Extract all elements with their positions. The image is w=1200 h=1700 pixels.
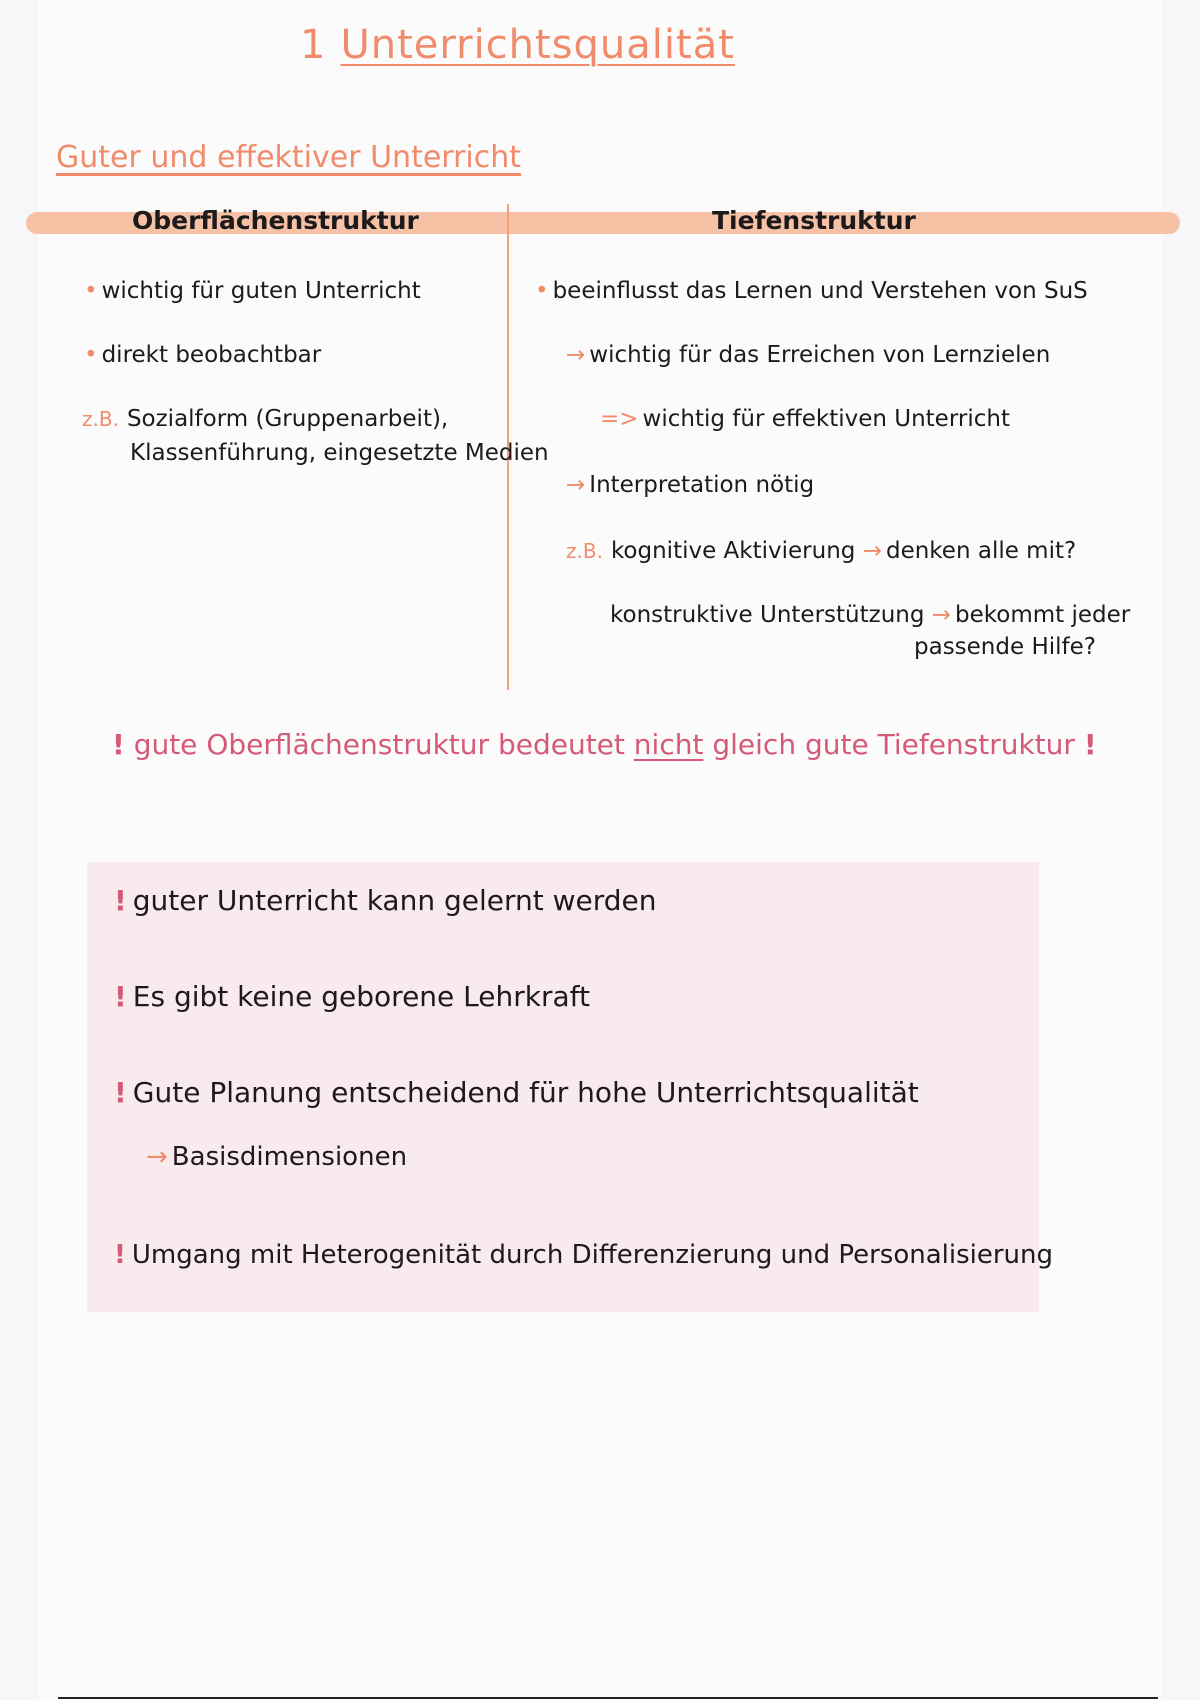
callout-item-4	[114, 1240, 1053, 1270]
right-sub-2-text: Interpretation nötig	[589, 472, 815, 498]
right-sub-1	[566, 342, 1050, 368]
callout-sub-item	[146, 1142, 407, 1172]
footer-rule	[58, 1697, 1158, 1699]
section-subtitle: Guter und effektiver Unterricht	[56, 140, 522, 175]
notebook-page	[38, 0, 1162, 1700]
right-item-1	[535, 278, 1088, 304]
warning-emphasis: nicht	[633, 728, 704, 761]
arrow-right-icon: →	[146, 1142, 168, 1172]
left-item-2-text: direkt beobachtbar	[101, 342, 322, 368]
callout-item-1	[114, 884, 657, 917]
right-example-1-term: kognitive Aktivierung	[610, 538, 856, 564]
callout-item-4-text: Umgang mit Heterogenität durch Differenzierung und Personalisierung	[131, 1240, 1054, 1270]
bullet-icon: •	[84, 342, 98, 368]
callout-item-3	[114, 1076, 919, 1109]
callout-item-1-text: guter Unterricht kann gelernt werden	[132, 884, 657, 917]
title-text: Unterrichtsqualität	[340, 22, 735, 68]
callout-item-3-text: Gute Planung entscheidend für hohe Unterrichtsqualität	[132, 1076, 919, 1109]
arrow-right-icon: →	[566, 472, 586, 498]
callout-item-2	[114, 980, 590, 1013]
right-example-2	[610, 602, 1130, 628]
title-number: 1	[300, 22, 327, 68]
right-sub-2	[566, 472, 814, 498]
warning-part2: gleich gute Tiefenstruktur	[712, 728, 1075, 761]
left-item-1-text: wichtig für guten Unterricht	[101, 278, 421, 304]
right-example-1-question: denken alle mit?	[885, 538, 1077, 564]
bullet-icon: •	[84, 278, 98, 304]
left-example-line1: Sozialform (Gruppenarbeit),	[126, 406, 449, 432]
callout-sub-item-text: Basisdimensionen	[171, 1142, 408, 1172]
warning-note	[112, 728, 1097, 761]
exclamation-icon: !	[114, 884, 127, 917]
example-prefix: z.B.	[566, 539, 603, 563]
right-example-2-question-2: passende Hilfe?	[914, 634, 1096, 660]
callout-item-2-text: Es gibt keine geborene Lehrkraft	[132, 980, 590, 1013]
right-column-heading: Tiefenstruktur	[712, 206, 916, 235]
left-example	[82, 406, 448, 432]
right-item-1-text: beeinflusst das Lernen und Verstehen von SuS	[552, 278, 1088, 304]
right-sub-1b-text: wichtig für effektiven Unterricht	[642, 406, 1010, 432]
exclamation-icon: !	[114, 1076, 127, 1109]
example-prefix: z.B.	[82, 407, 119, 431]
arrow-right-icon: →	[566, 342, 586, 368]
right-example-2-term: konstruktive Unterstützung	[610, 602, 925, 628]
exclamation-icon: !	[1083, 728, 1097, 761]
arrow-right-icon: →	[931, 602, 952, 628]
exclamation-icon: !	[114, 980, 127, 1013]
right-sub-1b	[600, 406, 1010, 432]
warning-part1: gute Oberflächenstruktur bedeutet	[133, 728, 625, 761]
double-arrow-icon: =>	[600, 406, 639, 432]
left-item-2	[84, 342, 321, 368]
page-title	[300, 22, 735, 68]
left-item-1	[84, 278, 421, 304]
exclamation-icon: !	[112, 728, 125, 761]
right-example-2-question-1: bekommt jeder	[955, 602, 1131, 628]
right-example-1	[566, 538, 1076, 564]
bullet-icon: •	[535, 278, 549, 304]
left-example-line2: Klassenführung, eingesetzte Medien	[130, 440, 549, 466]
arrow-right-icon: →	[862, 538, 882, 564]
exclamation-icon: !	[114, 1240, 126, 1270]
left-column-heading: Oberflächenstruktur	[132, 206, 419, 235]
right-sub-1-text: wichtig für das Erreichen von Lernzielen	[589, 342, 1051, 368]
